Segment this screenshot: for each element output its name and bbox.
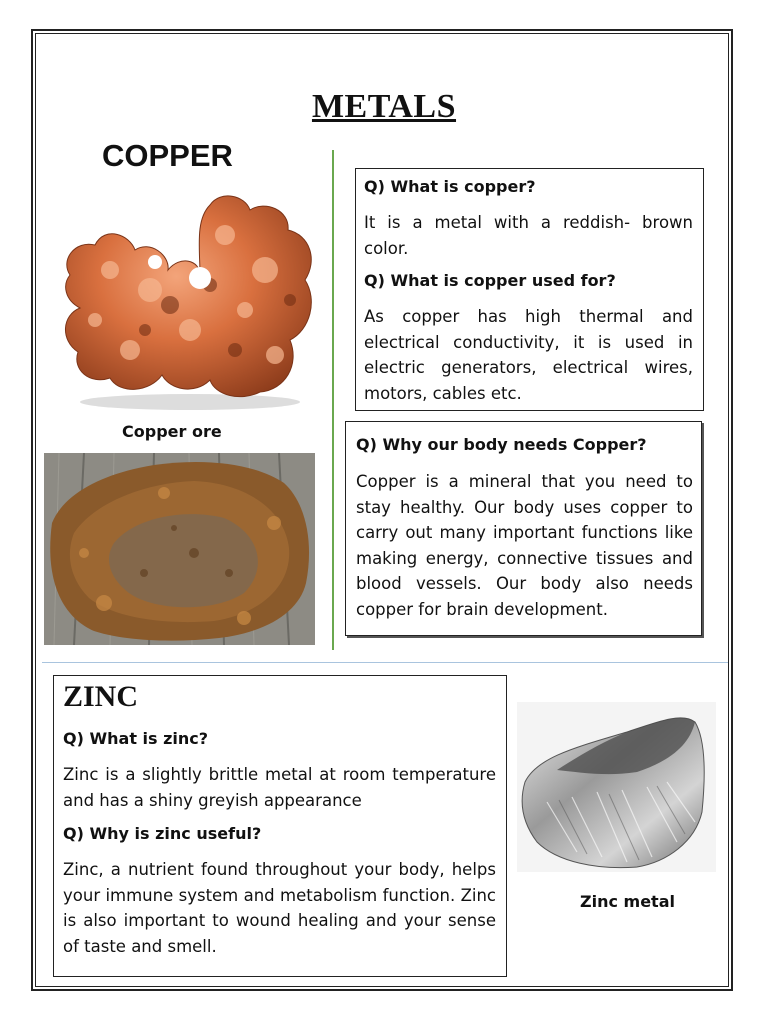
- vertical-divider: [332, 150, 334, 650]
- copper-heading: COPPER: [102, 138, 233, 173]
- answer-zinc-useful: Zinc, a nutrient found throughout your body, helps your immune system and metabolism function. Zinc is also important to wound healing and your sense of taste and smell.: [63, 860, 496, 956]
- copper-nugget-image: [50, 180, 322, 415]
- question-body-needs-copper: Q) Why our body needs Copper?: [356, 435, 647, 454]
- copper-ore-caption: Copper ore: [122, 422, 222, 441]
- copper-info-box: [355, 168, 704, 411]
- zinc-heading: ZINC: [63, 680, 139, 713]
- question-zinc-useful: Q) Why is zinc useful?: [63, 824, 262, 843]
- answer-copper-uses: As copper has high thermal and electrical conductivity, it is used in electric generators, electrical wires, motors, cables etc.: [364, 307, 693, 403]
- page-title: METALS: [311, 88, 457, 125]
- answer-what-is-copper: It is a metal with a reddish- brown color.: [364, 213, 693, 258]
- zinc-metal-image: [517, 702, 716, 872]
- copper-body-box: [345, 421, 702, 636]
- answer-body-needs-copper: Copper is a mineral that you need to stay healthy. Our body uses copper to carry out many important functions like making energy, connective tissues and blood vessels. Our body also needs copper for brain development.: [356, 472, 693, 619]
- horizontal-divider: [42, 662, 728, 663]
- zinc-metal-caption: Zinc metal: [580, 892, 675, 911]
- copper-ore-image: [44, 453, 315, 645]
- answer-what-is-zinc: Zinc is a slightly brittle metal at room temperature and has a shiny greyish appearance: [63, 765, 496, 810]
- zinc-info-box: [53, 675, 507, 977]
- question-copper-uses: Q) What is copper used for?: [364, 271, 616, 290]
- question-what-is-copper: Q) What is copper?: [364, 177, 536, 196]
- question-what-is-zinc: Q) What is zinc?: [63, 729, 209, 748]
